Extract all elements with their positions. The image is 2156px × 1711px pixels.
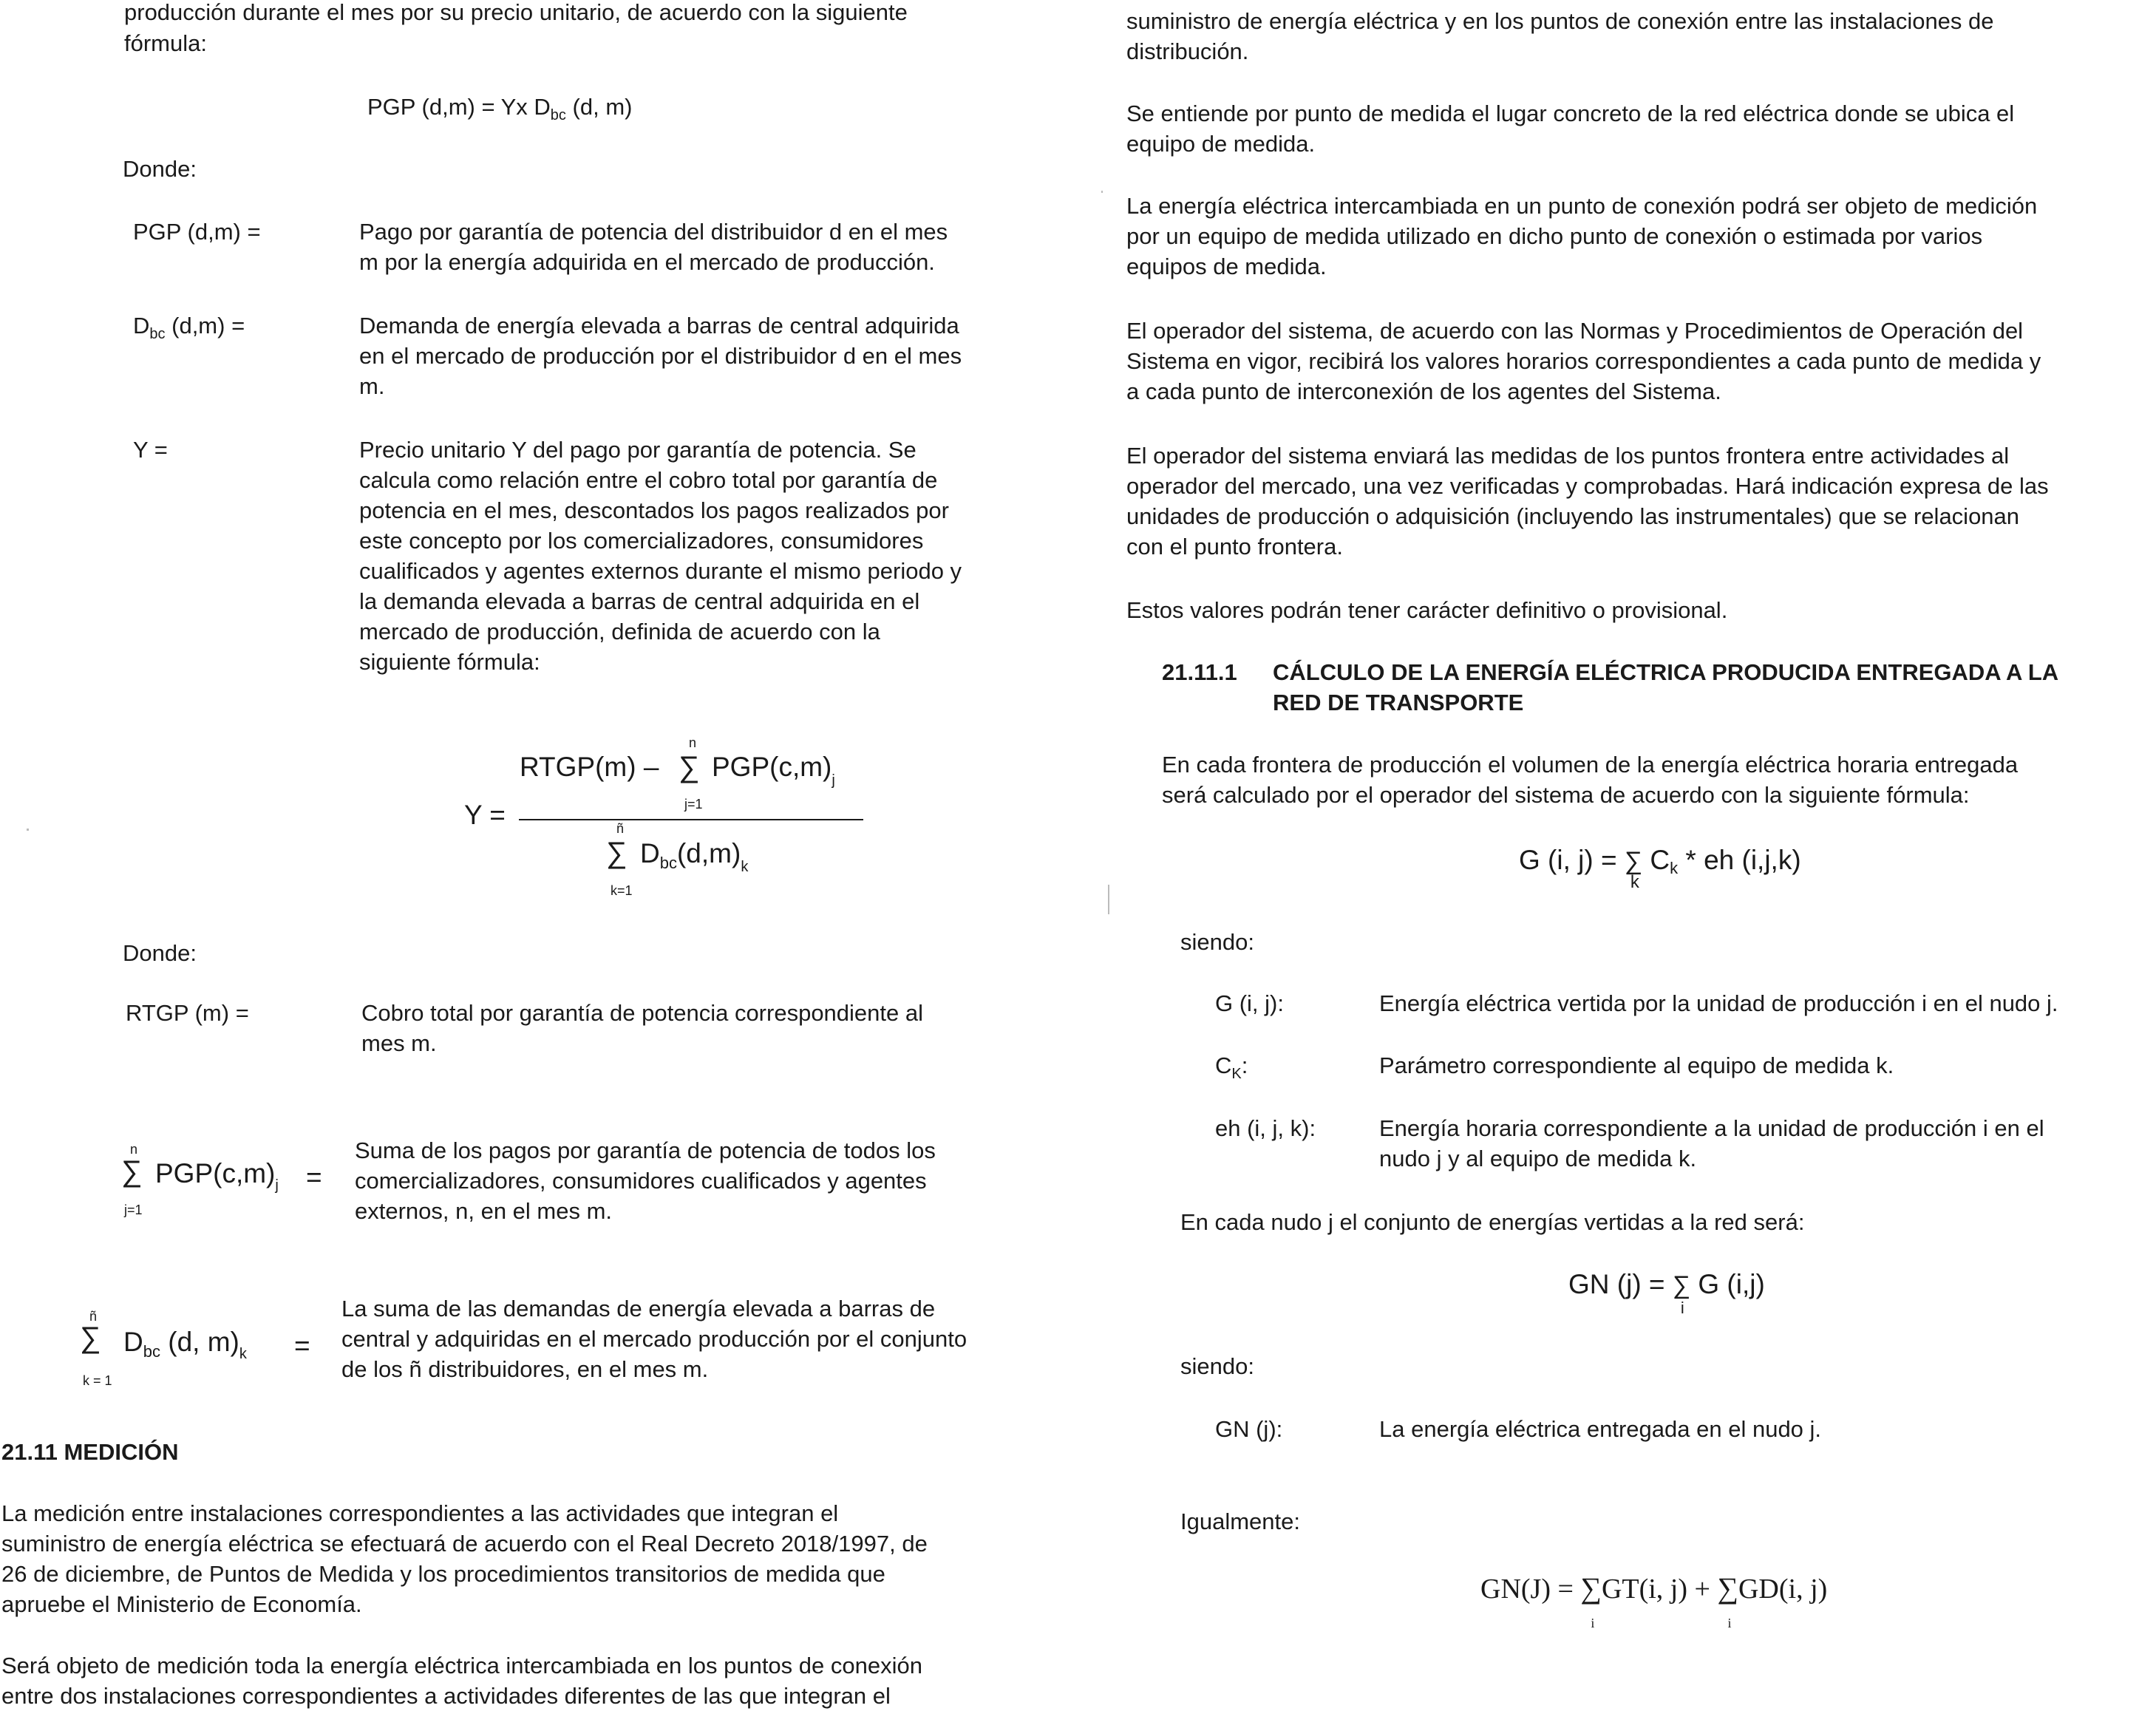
def-line: Pago por garantía de potencia del distribuidor d en el mes (359, 219, 948, 245)
paragraph-line: Será objeto de medición toda la energía eléctrica intercambiada en los puntos de conexión (1, 1653, 922, 1678)
scan-mark (1101, 191, 1103, 193)
formula-gn-sigma (1672, 1269, 1691, 1317)
def-term-dbc (133, 310, 245, 341)
formula-gnj (1480, 1571, 1828, 1630)
formula-y-den (640, 838, 749, 875)
paragraph-line: a cada punto de interconexión de los agentes del Sistema. (1126, 378, 1721, 404)
def-line: en el mercado de producción por el distribuidor d en el mes (359, 343, 962, 369)
paragraph-line: equipos de medida. (1126, 254, 1327, 279)
paragraph-line: por un equipo de medida utilizado en dicho punto de conexión o estimada por varios (1126, 223, 1983, 249)
def-line: nudo j y al equipo de medida k. (1379, 1146, 1697, 1171)
formula-gnj-sigma1 (1580, 1571, 1602, 1630)
paragraph-line: 26 de diciembre, de Puntos de Medida y los procedimientos transitorios de medida que (1, 1561, 885, 1587)
paragraph-r3 (1126, 316, 2156, 407)
formula-pgp-rhs: (d, m) (565, 94, 633, 120)
paragraph-r2 (1126, 191, 2156, 282)
paragraph-r1 (1126, 98, 2156, 159)
sum-pgp-bot: j=1 (124, 1203, 143, 1217)
donde-label-2: Donde: (123, 940, 197, 966)
paragraph-line: Sistema en vigor, recibirá los valores horarios correspondientes a cada punto de medida y (1126, 348, 2041, 374)
sum-dbc-bot: k = 1 (83, 1373, 112, 1388)
paragraph-line: suministro de energía eléctrica se efectuará de acuerdo con el Real Decreto 2018/1997, de (1, 1531, 928, 1557)
def-term-g: G (i, j): (1215, 990, 1284, 1016)
paragraph-line: equipo de medida. (1126, 131, 1316, 157)
section-heading-medicion: 21.11 MEDICIÓN (1, 1439, 179, 1465)
sum-pgp-eq: = (306, 1162, 322, 1192)
heading-line: RED DE TRANSPORTE (1273, 690, 1524, 715)
intro-line-2: fórmula: (124, 30, 207, 56)
paragraph-line: unidades de producción o adquisición (incluyendo las instrumentales) que se relacionan (1126, 503, 2020, 529)
paragraph-line: El operador del sistema, de acuerdo con las Normas y Procedimientos de Operación del (1126, 318, 2024, 344)
sum-dbc-eq: = (294, 1330, 310, 1361)
def-text-rtgp (361, 998, 1032, 1058)
def-term-ck-main: C (1215, 1052, 1232, 1078)
sum-pgp-expr-text: PGP(c,m) (155, 1158, 276, 1188)
formula-y-num-top: n (689, 735, 697, 750)
paragraph-line: El operador del sistema enviará las medidas de los puntos frontera entre actividades al (1126, 443, 2010, 469)
def-term-dbc-sub: bc (149, 326, 166, 342)
sum-pgp-sub: j (275, 1177, 279, 1194)
def-line: Suma de los pagos por garantía de potencia de todos los (355, 1137, 936, 1163)
def-line: siguiente fórmula: (359, 649, 540, 675)
def-line: de los ñ distribuidores, en el mes m. (341, 1356, 709, 1382)
formula-gnj-sigma2 (1717, 1571, 1738, 1630)
paragraph-line: distribución. (1126, 38, 1249, 64)
paragraph-line: con el punto frontera. (1126, 534, 1343, 559)
formula-g (1519, 845, 1801, 892)
formula-y-num-a: RTGP(m) – (520, 752, 659, 782)
paragraph-line: Se entiende por punto de medida el lugar concreto de la red eléctrica donde se ubica el (1126, 101, 2015, 126)
formula-gnj-b: GT(i, j) + (1601, 1574, 1718, 1605)
subsection-number: 21.11.1 (1162, 659, 1237, 685)
subsection-heading (1273, 657, 2156, 718)
siendo-label-1: siendo: (1180, 929, 1254, 955)
def-line: Cobro total por garantía de potencia correspondiente al (361, 1000, 923, 1026)
formula-y-den-sigma: ∑ (606, 837, 628, 869)
def-line: m por la energía adquirida en el mercado de producción. (359, 249, 935, 275)
paragraph-line: será calculado por el operador del sistema de acuerdo con la siguiente fórmula: (1162, 782, 1970, 808)
paragraph-r0 (1126, 6, 2156, 67)
paragraph-line: La energía eléctrica intercambiada en un punto de conexión podrá ser objeto de medición (1126, 193, 2038, 219)
paragraph-line: suministro de energía eléctrica y en los puntos de conexión entre las instalaciones de (1126, 8, 1994, 34)
formula-g-b-sub: k (1670, 859, 1679, 877)
igualmente-label: Igualmente: (1180, 1508, 1300, 1534)
def-text-ck: Parámetro correspondiente al equipo de medida k. (1379, 1052, 1894, 1078)
def-text-gn: La energía eléctrica entregada en el nudo j. (1379, 1416, 1822, 1442)
paragraph-r4 (1126, 440, 2156, 562)
def-line: comercializadores, consumidores cualificados y agentes (355, 1168, 927, 1194)
def-line: central y adquiridas en el mercado producción por el conjunto (341, 1326, 968, 1352)
scan-mark (1108, 885, 1109, 914)
def-line: la demanda elevada a barras de central adquirida en el (359, 588, 920, 614)
def-line: Precio unitario Y del pago por garantía de potencia. Se (359, 437, 917, 463)
sum-dbc-expr-text: D (123, 1327, 143, 1357)
def-text-eh (1379, 1113, 2118, 1174)
paragraph-line: entre dos instalaciones correspondientes a actividades diferentes de las que integran el (1, 1683, 891, 1709)
formula-y-den-b: D (640, 838, 660, 868)
sum-dbc-expr (123, 1327, 247, 1362)
formula-y-lhs: Y = (464, 800, 506, 830)
sum-dbc-sigma: ∑ (80, 1321, 101, 1354)
formula-y-den-top: ñ (616, 821, 625, 836)
paragraph-r5: Estos valores podrán tener carácter definitivo o provisional. (1126, 597, 1728, 623)
def-line: mercado de producción, definida de acuerdo con la (359, 619, 880, 644)
def-line: externos, n, en el mes m. (355, 1198, 613, 1224)
formula-pgp-lhs: PGP (d,m) = Yx D (367, 94, 551, 120)
formula-y-num-sub: j (832, 772, 835, 789)
formula-y-den-sub: bc (659, 854, 677, 872)
siendo-label-2: siendo: (1180, 1353, 1254, 1379)
def-line: potencia en el mes, descontados los pagos realizados por (359, 497, 949, 523)
def-term-pgp: PGP (d,m) = (133, 219, 261, 245)
def-text-dbc (359, 310, 1032, 401)
paragraph-line: apruebe el Ministerio de Economía. (1, 1591, 362, 1617)
def-term-y: Y = (133, 437, 168, 463)
formula-y-num-bot: j=1 (684, 797, 703, 812)
formula-gn-sigma-glyph: ∑ (1672, 1271, 1691, 1299)
sum-dbc-sub2: k (239, 1346, 247, 1362)
sum-pgp-expr (155, 1158, 279, 1194)
paragraph-line: En cada frontera de producción el volumen de la energía eléctrica horaria entregada (1162, 752, 2019, 778)
formula-gn-sigma-sub: i (1680, 1299, 1684, 1317)
def-line: cualificados y agentes externos durante el mismo periodo y (359, 558, 962, 584)
paragraph-medicion-2 (1, 1650, 1032, 1711)
def-term-dbc-rest: (d,m) = (165, 313, 245, 339)
def-line: La suma de las demandas de energía elevada a barras de (341, 1296, 936, 1321)
def-line: m. (359, 373, 385, 399)
formula-g-sigma-sub: k (1630, 872, 1639, 892)
paragraph-line: operador del mercado, una vez verificadas y comprobadas. Hará indicación expresa de las (1126, 473, 2049, 499)
formula-pgp-sub: bc (550, 107, 566, 123)
def-text-pgp (359, 217, 1032, 277)
paragraph-line: La medición entre instalaciones correspondientes a las actividades que integran el (1, 1500, 839, 1526)
def-term-eh: eh (i, j, k): (1215, 1115, 1316, 1141)
def-term-dbc-main: D (133, 313, 150, 339)
formula-gnj-a: GN(J) = (1480, 1574, 1581, 1605)
formula-y-num-b (712, 752, 835, 789)
formula-g-a: G (i, j) = (1519, 845, 1625, 875)
scan-mark (27, 829, 29, 831)
sum-pgp-sigma: ∑ (121, 1155, 143, 1188)
formula-gn-a: GN (j) = (1568, 1269, 1673, 1299)
paragraph-r6 (1162, 749, 2156, 810)
sum-pgp-top: n (130, 1142, 138, 1157)
sum-dbc-expr2: (d, m) (160, 1327, 239, 1357)
def-line: calcula como relación entre el cobro total por garantía de (359, 467, 938, 493)
formula-y-den-bot: k=1 (611, 883, 633, 898)
sum-pgp-text (355, 1135, 1032, 1226)
formula-gnj-sub2: i (1727, 1616, 1732, 1630)
def-line: Energía horaria correspondiente a la unidad de producción i en el (1379, 1115, 2044, 1141)
sum-dbc-text (341, 1293, 1032, 1384)
formula-y-num-sigma: ∑ (679, 751, 700, 783)
formula-g-c: * eh (i,j,k) (1678, 845, 1801, 875)
def-line: Demanda de energía elevada a barras de central adquirida (359, 313, 959, 339)
def-term-gn: GN (j): (1215, 1416, 1283, 1442)
sum-dbc-top: ñ (89, 1309, 98, 1324)
def-term-ck (1215, 1050, 1248, 1081)
def-line: este concepto por los comercializadores, consumidores (359, 528, 924, 554)
formula-y-den-c: (d,m) (676, 838, 741, 868)
intro-line-1: producción durante el mes por su precio unitario, de acuerdo con la siguiente (124, 0, 908, 25)
formula-g-sigma-glyph: ∑ (1624, 847, 1643, 875)
heading-line: CÁLCULO DE LA ENERGÍA ELÉCTRICA PRODUCIDA ENTREGADA A LA (1273, 659, 2059, 685)
def-text-g: Energía eléctrica vertida por la unidad de producción i en el nudo j. (1379, 990, 2058, 1016)
def-term-rtgp: RTGP (m) = (126, 1000, 249, 1026)
formula-gnj-sub1: i (1591, 1616, 1595, 1630)
formula-y-fraction-bar (519, 819, 863, 820)
formula-gnj-c: GD(i, j) (1738, 1574, 1828, 1605)
formula-g-sigma (1624, 845, 1643, 892)
paragraph-r7: En cada nudo j el conjunto de energías vertidas a la red será: (1180, 1209, 1805, 1235)
formula-y-den-sub2: k (741, 859, 749, 875)
sum-dbc-sub: bc (143, 1342, 160, 1361)
def-term-ck-rest: : (1241, 1052, 1248, 1078)
def-text-y (359, 435, 1032, 677)
formula-pgp (367, 92, 632, 122)
formula-y-num-b-text: PGP(c,m) (712, 752, 832, 782)
def-line: mes m. (361, 1030, 437, 1056)
paragraph-medicion-1 (1, 1498, 1032, 1619)
formula-gn-b: G (i,j) (1690, 1269, 1765, 1299)
formula-gn (1568, 1269, 1765, 1317)
formula-gnj-sigma2-glyph: ∑ (1717, 1571, 1738, 1605)
formula-g-b: C (1642, 845, 1670, 875)
formula-gnj-sigma1-glyph: ∑ (1580, 1571, 1602, 1605)
donde-label-1: Donde: (123, 156, 197, 182)
def-term-ck-sub: K (1231, 1066, 1242, 1082)
